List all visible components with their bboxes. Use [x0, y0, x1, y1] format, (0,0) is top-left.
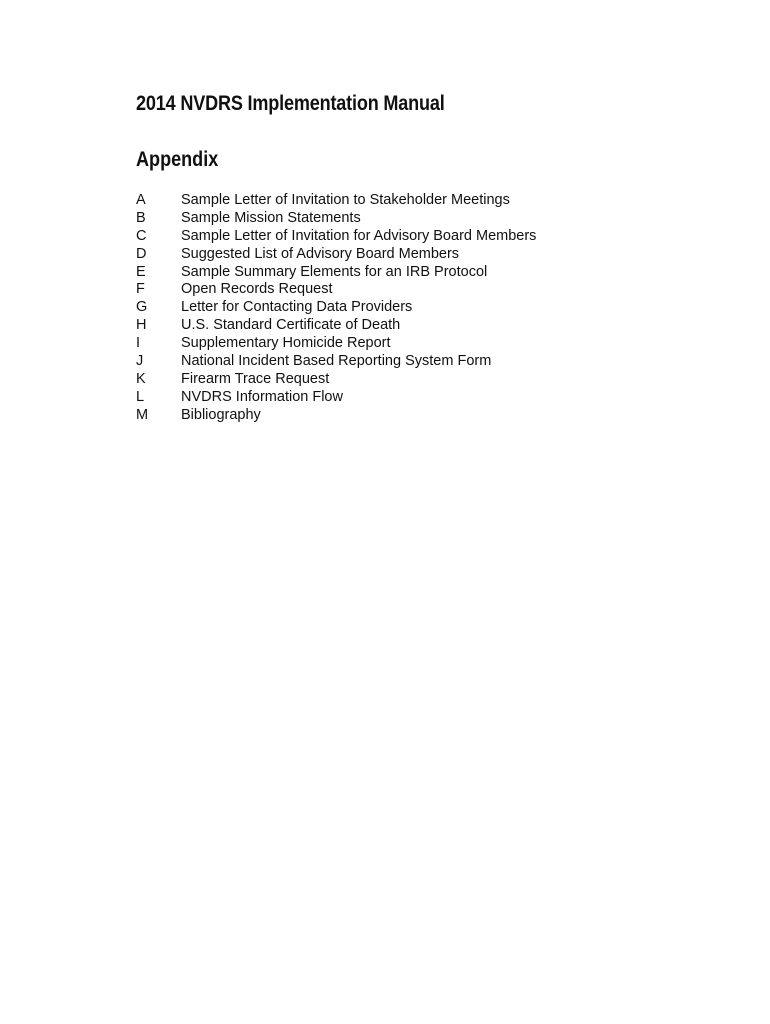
- appendix-title: Letter for Contacting Data Providers: [181, 299, 413, 316]
- appendix-letter: D: [136, 245, 147, 262]
- appendix-list: [136, 192, 536, 425]
- appendix-item-c: [136, 228, 536, 246]
- appendix-letter: K: [136, 370, 146, 387]
- appendix-letter: L: [136, 388, 145, 405]
- appendix-title: Sample Summary Elements for an IRB Protocol: [181, 263, 488, 280]
- appendix-title: Sample Letter of Invitation for Advisory Board Members: [181, 227, 537, 244]
- appendix-item-b: [136, 210, 536, 228]
- appendix-letter: B: [136, 209, 146, 226]
- appendix-item-j: [136, 353, 536, 371]
- appendix-title: U.S. Standard Certificate of Death: [181, 317, 401, 334]
- appendix-item-h: [136, 317, 536, 335]
- appendix-letter: J: [136, 353, 144, 370]
- appendix-letter: M: [136, 406, 149, 423]
- appendix-letter: C: [136, 227, 147, 244]
- appendix-title: Supplementary Homicide Report: [181, 335, 391, 352]
- appendix-item-i: [136, 335, 536, 353]
- appendix-letter: I: [136, 335, 141, 352]
- appendix-item-a: [136, 192, 536, 210]
- appendix-title: Open Records Request: [181, 281, 333, 298]
- appendix-item-k: [136, 371, 536, 389]
- appendix-letter: F: [136, 281, 145, 298]
- appendix-title: Sample Mission Statements: [181, 209, 361, 226]
- appendix-title: Firearm Trace Request: [181, 370, 330, 387]
- appendix-item-d: [136, 246, 536, 264]
- section-heading: Appendix: [136, 148, 219, 171]
- appendix-item-g: [136, 299, 536, 317]
- appendix-title: National Incident Based Reporting System Form: [181, 353, 492, 370]
- appendix-item-f: [136, 281, 536, 299]
- appendix-item-m: [136, 407, 536, 425]
- appendix-letter: G: [136, 299, 148, 316]
- appendix-letter: A: [136, 192, 146, 208]
- appendix-item-e: [136, 264, 536, 282]
- appendix-letter: E: [136, 263, 146, 280]
- appendix-letter: H: [136, 317, 147, 334]
- appendix-title: Suggested List of Advisory Board Members: [181, 245, 460, 262]
- appendix-item-l: [136, 389, 536, 407]
- appendix-title: Sample Letter of Invitation to Stakeholder Meetings: [181, 192, 510, 208]
- appendix-title: NVDRS Information Flow: [181, 388, 343, 405]
- appendix-title: Bibliography: [181, 406, 261, 423]
- document-title: 2014 NVDRS Implementation Manual: [136, 92, 445, 115]
